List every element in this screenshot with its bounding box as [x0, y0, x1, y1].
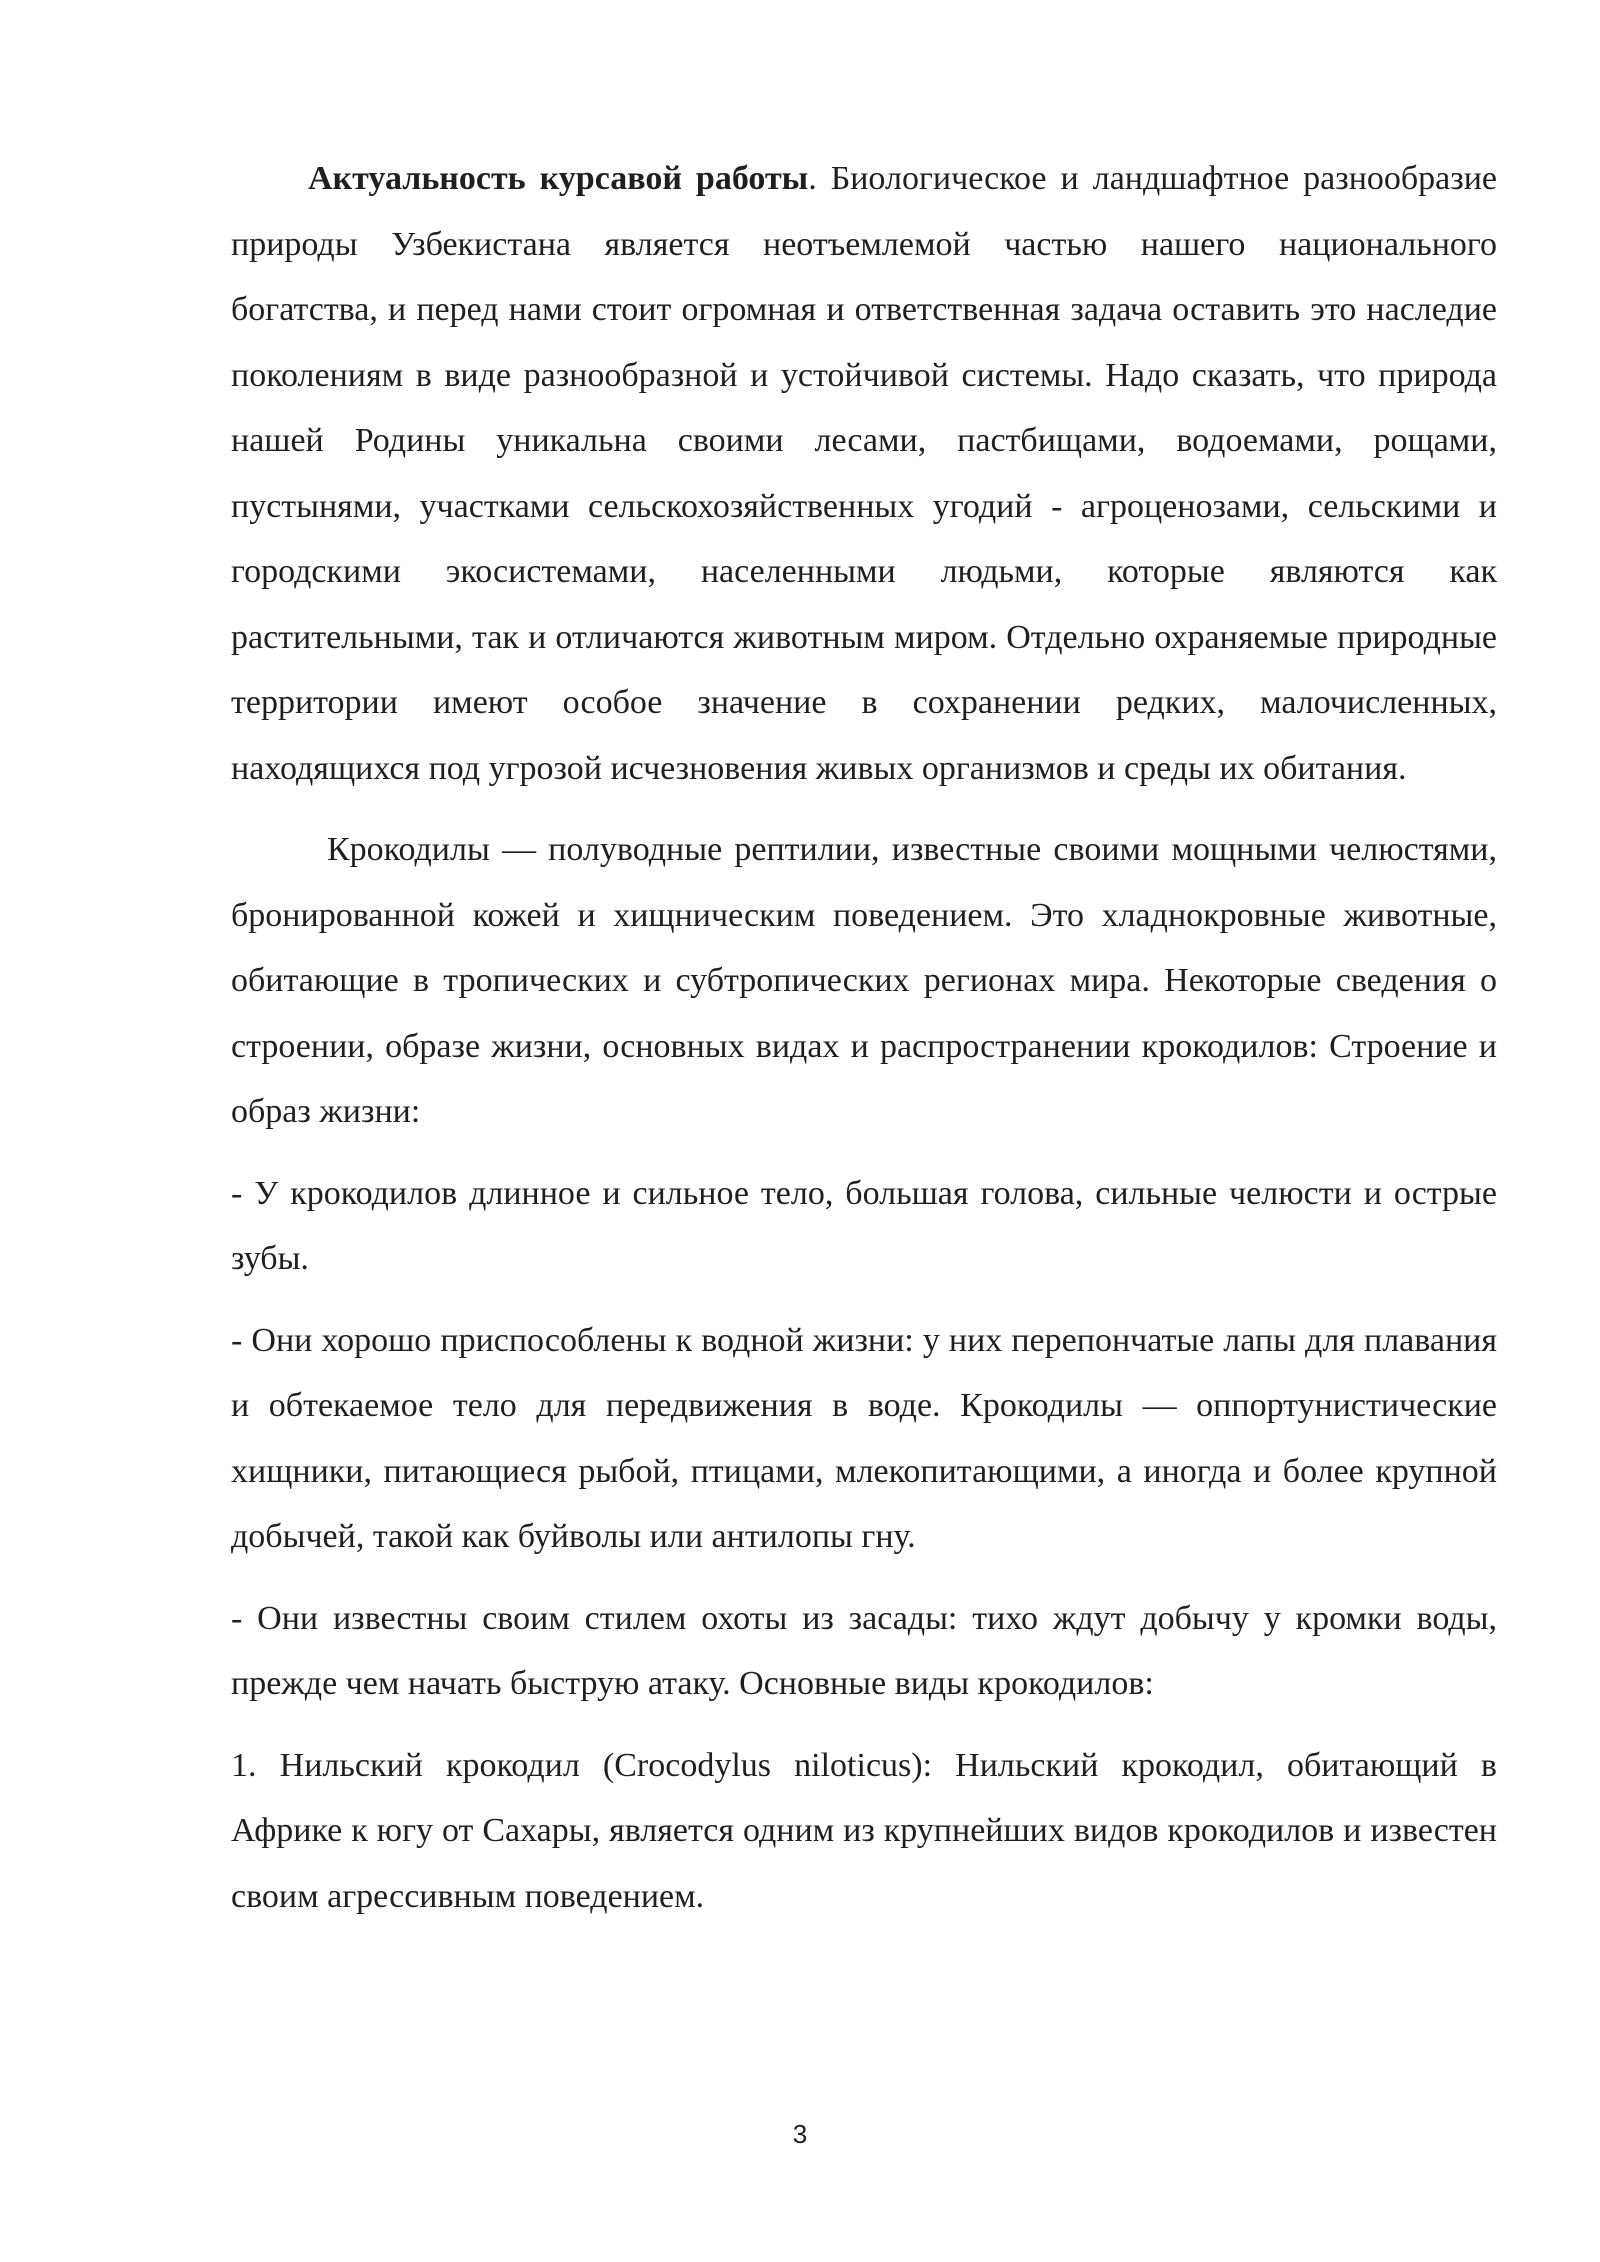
relevance-heading: Актуальность курсавой работы: [308, 160, 809, 197]
paragraph-aquatic-life: - Они хорошо приспособлены к водной жизни: у них перепончатые лапы для плавания и обтекаемое тело для передвижения в воде. Крокодилы — оппортунистические хищники, питающиеся рыбой, птицами, млекопитающими, а иногда и более крупной добычей, такой как буйволы или антилопы гну.: [231, 1321, 1497, 1555]
paragraph-crocodiles-intro: Крокодилы — полуводные рептилии, известные своими мощными челюстями, бронированной кожей и хищническим поведением. Это хладнокровные животные, обитающие в тропических и субтропических регионах мира. Некоторые сведения о строении, образе жизни, основных видах и распространении крокодилов: Строение и образ жизни:: [231, 831, 1497, 1130]
page-body: [231, 146, 1497, 1929]
page-number: 3: [792, 2119, 808, 2149]
paragraph-nile-crocodile: 1. Нильский крокодил (Crocodylus niloticus): Нильский крокодил, обитающий в Африке к югу от Сахары, является одним из крупнейших видов крокодилов и известен своим агрессивным поведением.: [231, 1746, 1497, 1915]
relevance-text: . Биологическое и ландшафтное разнообразие природы Узбекистана является неотъемлемой частью нашего национального богатства, и перед нами стоит огромная и ответственная задача оставить это наследие поколениям в виде разнообразной и устойчивой системы. Надо сказать, что природа нашей Родины уникальна своими лесами, пастбищами, водоемами, рощами, пустынями, участками сельскохозяйственных угодий - агроценозами, сельскими и городскими экосистемами, населенными людьми, которые являются как растительными, так и отличаются животным миром. Отдельно охраняемые природные территории имеют особое значение в сохранении редких, малочисленных, находящихся под угрозой исчезновения живых организмов и среды их обитания.: [231, 160, 1497, 787]
paragraph-relevance: [231, 146, 1497, 801]
paragraph-body-structure: - У крокодилов длинное и сильное тело, большая голова, сильные челюсти и острые зубы.: [231, 1174, 1497, 1277]
paragraph-hunting-style: - Они известны своим стилем охоты из засады: тихо ждут добычу у кромки воды, прежде чем начать быструю атаку. Основные виды крокодилов:: [231, 1599, 1497, 1702]
